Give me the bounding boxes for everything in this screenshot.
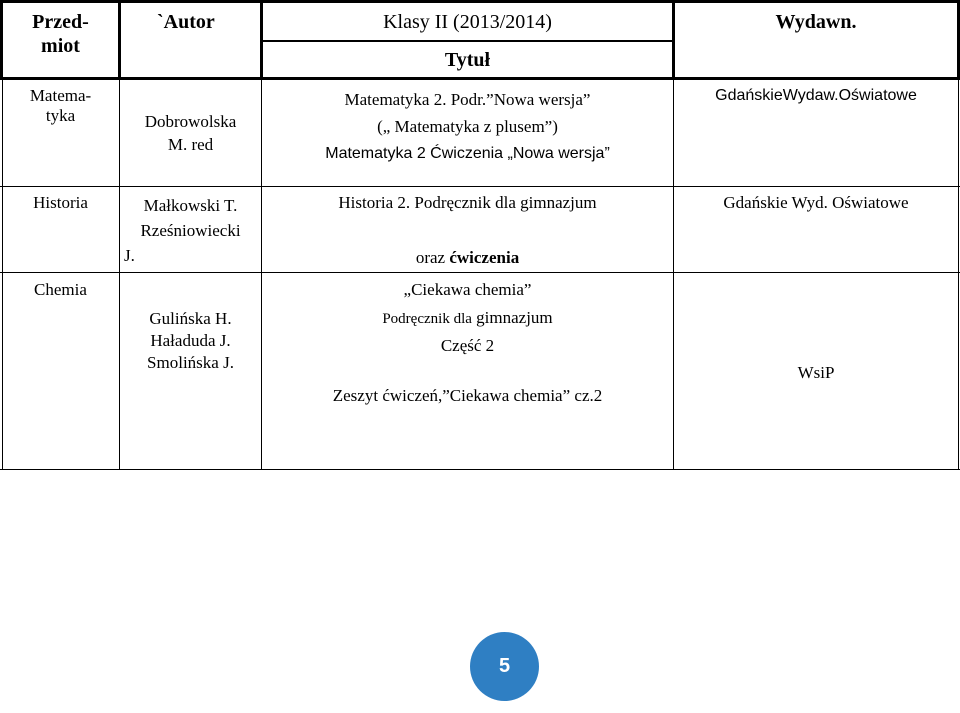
row-divider: [0, 272, 960, 273]
page-number-badge: [470, 632, 539, 701]
row-publisher: WsiP: [797, 363, 835, 382]
row-authors: Gulińska H. Haładuda J. Smolińska J.: [147, 309, 234, 372]
row-titles-exercises: oraz ćwiczenia: [415, 248, 520, 267]
row-subject: Chemia: [34, 280, 87, 299]
column-divider: [673, 79, 674, 470]
table-border-top: [0, 0, 960, 3]
table-border-right: [958, 79, 959, 470]
row-subject: Matema- tyka: [29, 86, 92, 125]
row-publisher: Gdańskie Wyd. Oświatowe: [723, 193, 909, 212]
row-titles: „Ciekawa chemia”: [403, 280, 532, 299]
row-titles-workbook: Zeszyt ćwiczeń,”Ciekawa chemia” cz.2: [332, 386, 603, 405]
row-titles-part: Część 2: [440, 336, 495, 355]
row-subject: Historia: [33, 193, 88, 212]
column-divider: [119, 79, 120, 470]
row-authors: Dobrowolska M. red: [144, 112, 237, 154]
header-author: `Autor: [157, 11, 215, 33]
row-publisher: GdańskieWydaw.Oświatowe: [715, 87, 917, 104]
page-number: 5: [498, 655, 511, 677]
header-subject: Przed- miot: [32, 11, 89, 57]
row-titles: Historia 2. Podręcznik dla gimnazjum: [338, 193, 597, 212]
header-class-year: Klasy II (2013/2014): [383, 11, 552, 33]
table-border-left: [2, 79, 3, 470]
row-titles: Matematyka 2. Podr.”Nowa wersja” („ Matematyka z plusem”) Matematyka 2 Ćwiczenia „Nowa wersja”: [325, 90, 610, 162]
table-border-bottom: [0, 469, 960, 470]
column-divider: [118, 0, 121, 79]
row-divider: [0, 186, 960, 187]
header-publisher: Wydawn.: [775, 11, 857, 33]
header-bottom-line: [0, 77, 960, 80]
header-inner-line: [262, 40, 674, 42]
header-title: Tytuł: [444, 49, 491, 71]
column-divider: [261, 79, 262, 470]
row-titles-subtitle: Podręcznik dla gimnazjum: [382, 308, 553, 327]
row-authors: Małkowski T. Rześniowiecki J.: [124, 196, 241, 265]
